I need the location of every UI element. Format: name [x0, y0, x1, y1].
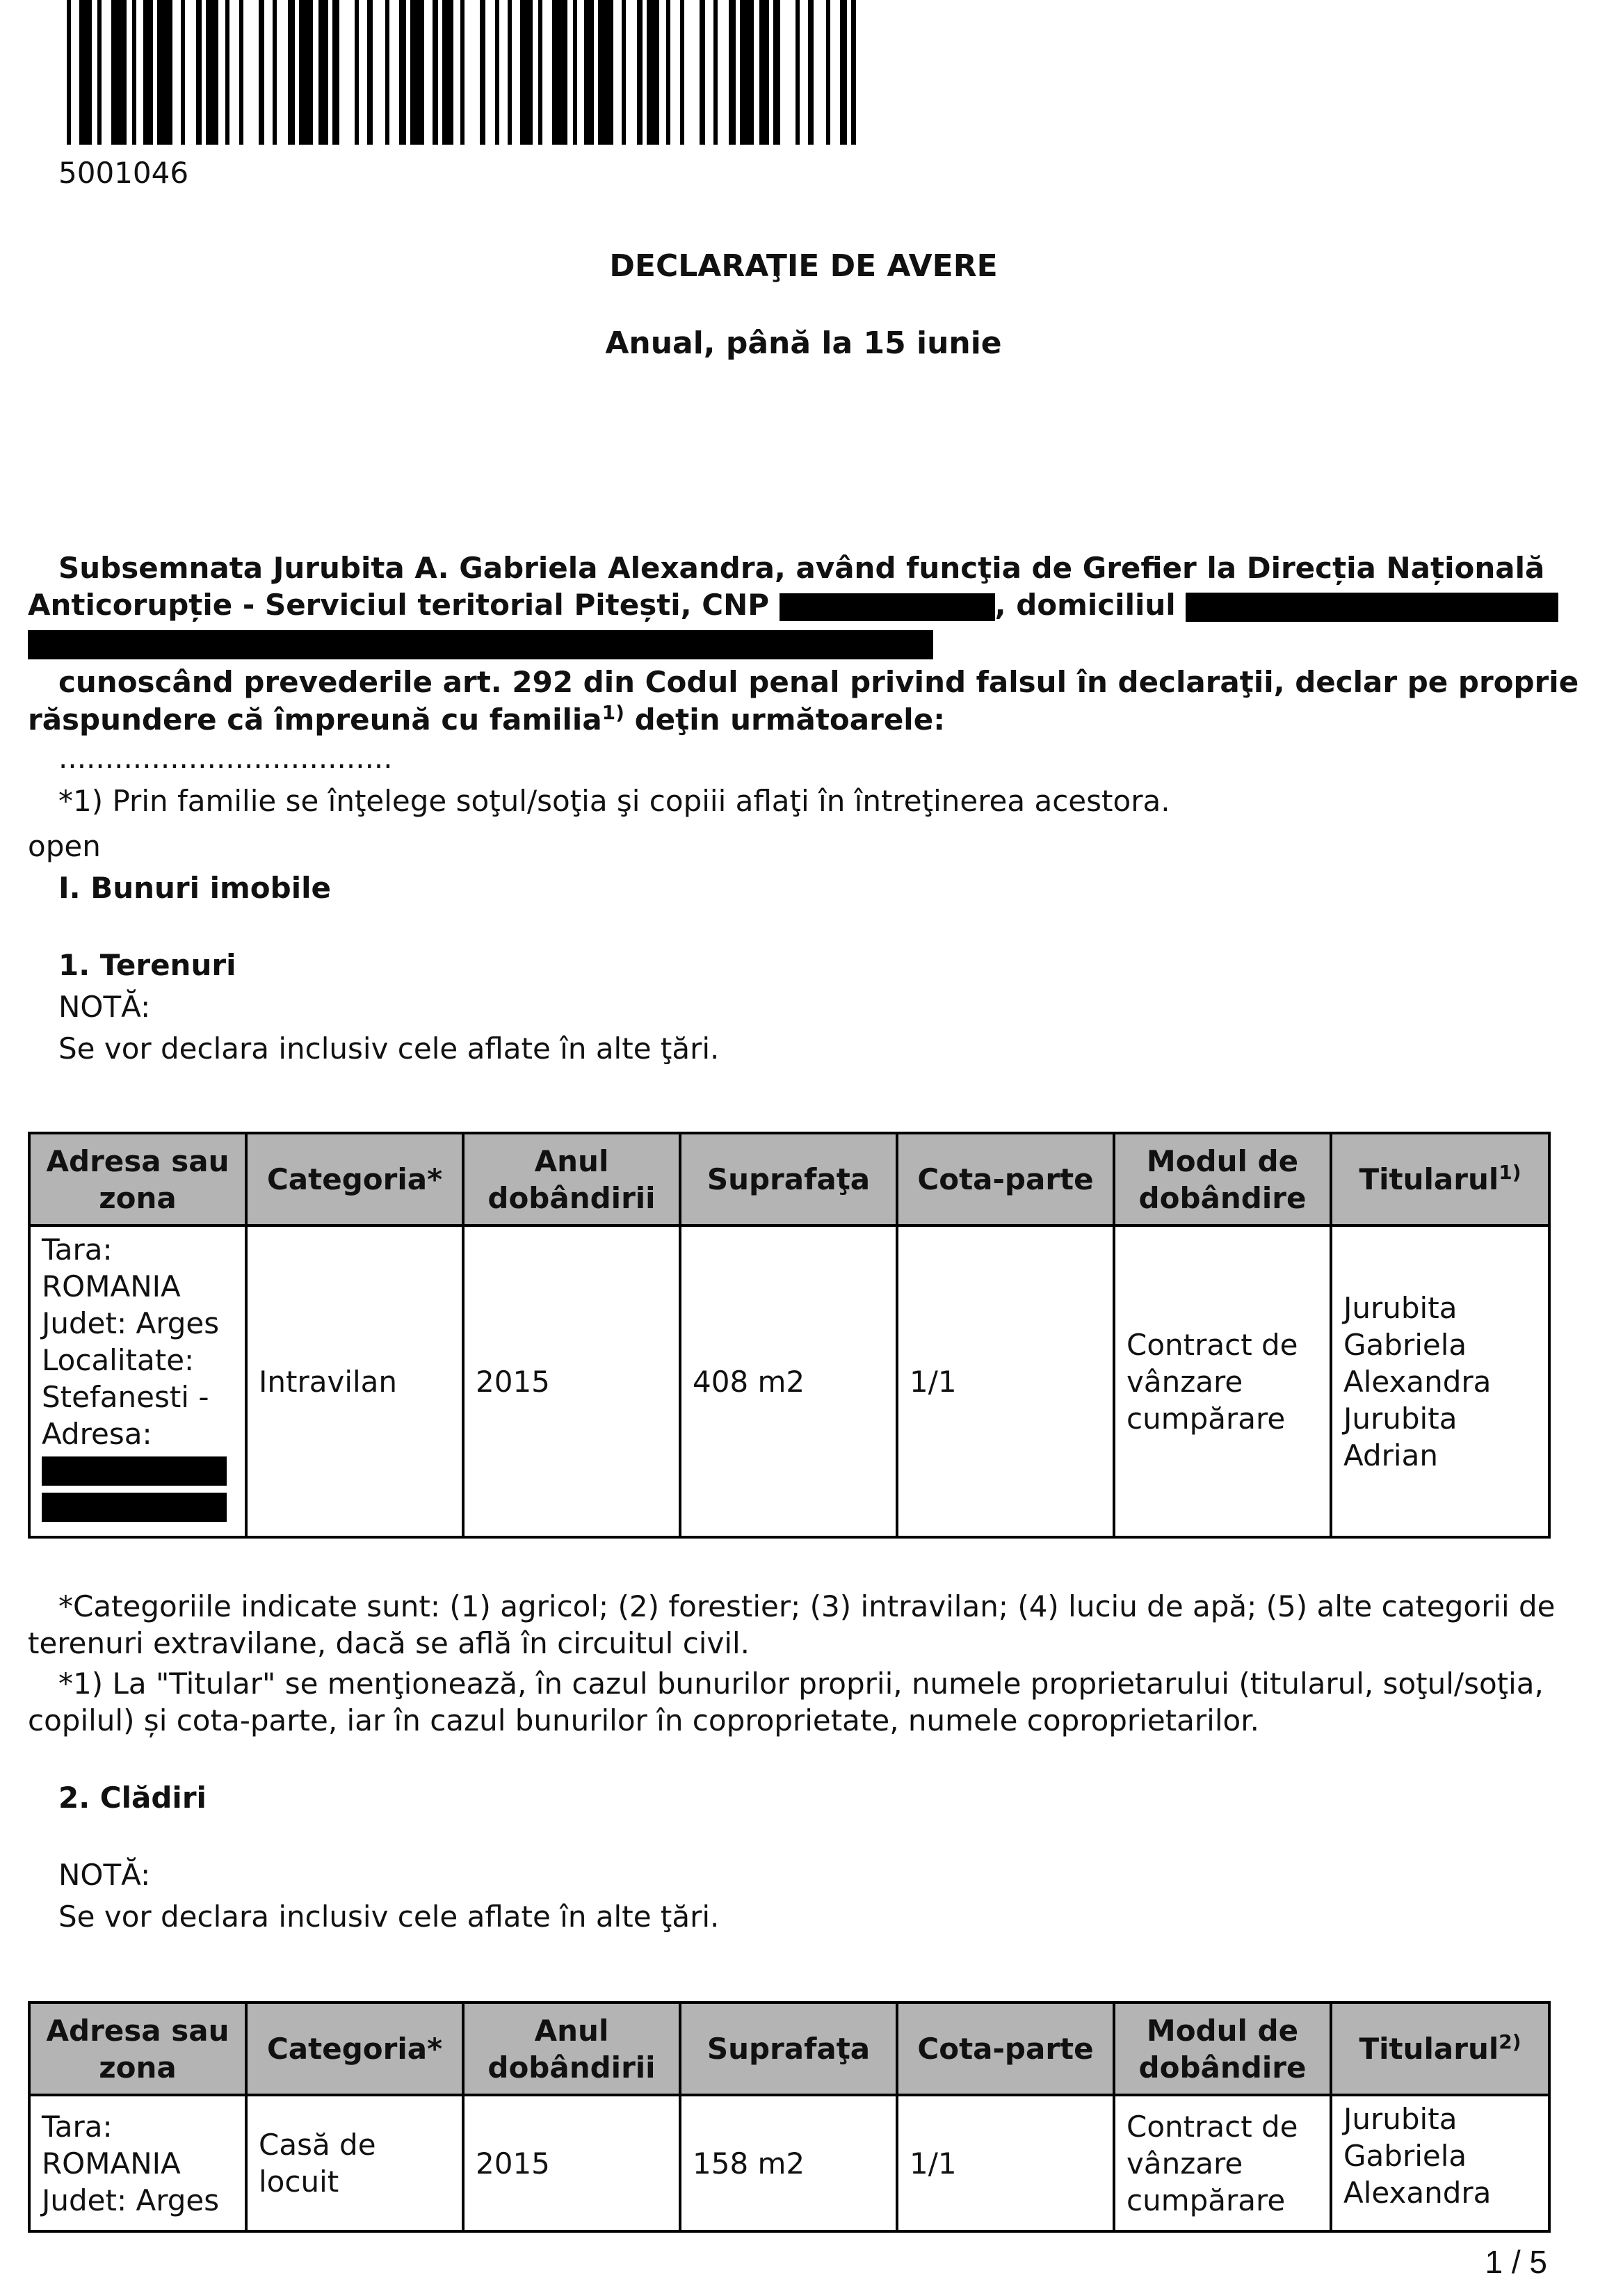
barcode-bar	[684, 0, 700, 145]
table-header-row	[29, 2002, 1549, 2095]
barcode-bar	[143, 0, 153, 145]
addr-line: ROMANIA	[42, 1269, 181, 1303]
page-number: 1 / 5	[1485, 2244, 1547, 2280]
cell-cota: 1/1	[897, 1226, 1114, 1537]
open-label: open	[28, 829, 101, 863]
categories-note-2: terenuri extravilane, dacă se află în circuitul civil.	[28, 1626, 750, 1660]
redacted-address-line	[28, 630, 933, 659]
document-code: 5001046	[58, 156, 189, 190]
barcode-bar	[111, 0, 127, 145]
barcode-bar	[243, 0, 259, 145]
barcode-bar	[613, 0, 622, 145]
barcode-bar	[567, 0, 573, 145]
barcode-bar	[453, 0, 460, 145]
categories-note-1: *Categoriile indicate sunt: (1) agricol; (2) forestier; (3) intravilan; (4) luciu de apă; (5) alte categorii de	[58, 1589, 1556, 1623]
barcode-bar	[359, 0, 367, 145]
header-anul: Anul dobândirii	[463, 1133, 680, 1226]
barcode-bar	[229, 0, 239, 145]
barcode-bar	[288, 0, 295, 145]
titular-line: Adrian	[1343, 1438, 1438, 1472]
header-titular-text: Titularul	[1359, 2032, 1499, 2066]
barcode-bar	[157, 0, 172, 145]
nota-text: Se vor declara inclusiv cele aflate în alte ţări.	[58, 1900, 720, 1934]
barcode-bar	[399, 0, 406, 145]
barcode-bar	[299, 0, 313, 145]
barcode-bar	[577, 0, 584, 145]
barcode-bar	[759, 0, 769, 145]
intro-line-2-domiciliu: , domiciliul	[994, 588, 1176, 622]
barcode-bar	[754, 0, 759, 145]
nota-label: NOTĂ:	[58, 990, 151, 1024]
document-title: DECLARAŢIE DE AVERE	[609, 248, 998, 284]
barcode-bar	[512, 0, 520, 145]
addr-line: Judet: Arges	[42, 2183, 220, 2217]
cell-titular	[1331, 1226, 1549, 1537]
barcode-bar	[718, 0, 729, 145]
redacted-cnp	[780, 593, 995, 621]
barcode-bar	[373, 0, 385, 145]
cell-suprafata: 158 m2	[680, 2095, 897, 2231]
modul-line: Contract de	[1126, 1327, 1298, 1362]
header-anul: Anul dobândirii	[463, 2002, 680, 2095]
titular-line: Alexandra	[1343, 2176, 1492, 2210]
addr-line: Judet: Arges	[42, 1306, 220, 1340]
table-row	[29, 2095, 1549, 2231]
categoria-line: locuit	[259, 2165, 339, 2199]
addr-line: Localitate:	[42, 1343, 195, 1377]
barcode-bar	[185, 0, 196, 145]
modul-line: Contract de	[1126, 2109, 1298, 2144]
barcode	[67, 0, 856, 145]
footnote-ref: 1)	[601, 701, 624, 724]
family-footnote: *1) Prin familie se înţelege soţul/soţia şi copiii aflaţi în întreţinerea acestora.	[58, 784, 1170, 818]
barcode-bar	[71, 0, 79, 145]
barcode-bar	[700, 0, 705, 145]
barcode-bar	[740, 0, 754, 145]
header-cota: Cota-parte	[897, 1133, 1114, 1226]
titular-line: Alexandra	[1343, 1364, 1492, 1399]
cell-suprafata: 408 m2	[680, 1226, 897, 1537]
cell-modul	[1114, 1226, 1331, 1537]
header-modul: Modul de dobândire	[1114, 2002, 1331, 2095]
intro-line-4-end: deţin următoarele:	[624, 703, 945, 737]
barcode-bar	[313, 0, 318, 145]
categoria-line: Casă de	[259, 2128, 376, 2162]
header-suprafata: Suprafaţa	[680, 2002, 897, 2095]
header-cota: Cota-parte	[897, 2002, 1114, 2095]
redacted-address	[1186, 593, 1558, 622]
barcode-bar	[670, 0, 680, 145]
redacted-address	[42, 1456, 227, 1486]
intro-line-1: Subsemnata Jurubita A. Gabriela Alexandra, având funcţia de Grefier la Direcția Națională	[58, 551, 1545, 585]
titular-line: Gabriela	[1343, 2139, 1467, 2173]
barcode-bar	[102, 0, 111, 145]
modul-line: cumpărare	[1126, 1401, 1286, 1436]
addr-line: Tara:	[42, 2109, 113, 2144]
barcode-bar	[851, 0, 856, 145]
barcode-bar	[442, 0, 453, 145]
barcode-bar	[79, 0, 92, 145]
header-suprafata: Suprafaţa	[680, 1133, 897, 1226]
barcode-bar	[705, 0, 713, 145]
modul-line: vânzare	[1126, 2146, 1243, 2181]
intro-line-4	[28, 701, 945, 738]
nota-label: NOTĂ:	[58, 1858, 151, 1892]
subsection-terenuri: 1. Terenuri	[58, 948, 236, 982]
barcode-bar	[259, 0, 264, 145]
barcode-bar	[647, 0, 659, 145]
redacted-address	[42, 1493, 227, 1522]
table-header-row	[29, 1133, 1549, 1226]
cell-adresa	[29, 2095, 246, 2231]
footnote-ref: 1)	[1499, 1161, 1521, 1184]
titular-note-1: *1) La "Titular" se menţionează, în cazul bunurilor proprii, numele proprietarului (titularul, soţul/soţia,	[58, 1667, 1544, 1701]
barcode-bar	[814, 0, 826, 145]
barcode-bar	[584, 0, 594, 145]
barcode-bar	[318, 0, 328, 145]
addr-line: Stefanesti -	[42, 1380, 209, 1414]
barcode-bar	[127, 0, 132, 145]
barcode-bar	[598, 0, 613, 145]
barcode-bar	[410, 0, 424, 145]
dotted-separator: ....................................	[58, 741, 393, 775]
intro-line-4-text: răspundere că împreună cu familia	[28, 703, 602, 737]
barcode-bar	[277, 0, 288, 145]
cell-modul	[1114, 2095, 1331, 2231]
barcode-bar	[465, 0, 480, 145]
modul-line: cumpărare	[1126, 2183, 1286, 2217]
intro-line-3: cunoscând prevederile art. 292 din Codul penal privind falsul în declaraţii, declar pe proprie	[58, 665, 1579, 699]
barcode-bar	[542, 0, 552, 145]
barcode-bar	[485, 0, 495, 145]
barcode-bar	[367, 0, 373, 145]
barcode-bar	[808, 0, 814, 145]
barcode-bar	[533, 0, 538, 145]
barcode-bar	[339, 0, 355, 145]
header-adresa: Adresa sau zona	[29, 1133, 246, 1226]
titular-line: Jurubita	[1343, 2102, 1457, 2136]
cell-titular	[1331, 2095, 1549, 2231]
barcode-bar	[830, 0, 840, 145]
barcode-bar	[773, 0, 780, 145]
table-row	[29, 1226, 1549, 1537]
cell-anul: 2015	[463, 1226, 680, 1537]
barcode-bar	[172, 0, 181, 145]
barcode-bar	[659, 0, 666, 145]
barcode-bar	[389, 0, 399, 145]
barcode-bar	[499, 0, 508, 145]
barcode-bar	[840, 0, 847, 145]
document-subtitle: Anual, până la 15 iunie	[605, 326, 1002, 361]
nota-text: Se vor declara inclusiv cele aflate în alte ţări.	[58, 1031, 720, 1066]
header-categoria: Categoria*	[246, 2002, 463, 2095]
cell-adresa	[29, 1226, 246, 1537]
cladiri-table	[28, 2001, 1551, 2233]
barcode-bar	[729, 0, 736, 145]
barcode-bar	[332, 0, 339, 145]
barcode-bar	[433, 0, 438, 145]
barcode-bar	[92, 0, 97, 145]
header-titular-text: Titularul	[1359, 1162, 1499, 1196]
addr-line: Adresa:	[42, 1417, 152, 1451]
barcode-bar	[626, 0, 637, 145]
header-modul: Modul de dobândire	[1114, 1133, 1331, 1226]
barcode-bar	[218, 0, 225, 145]
cell-categoria: Intravilan	[246, 1226, 463, 1537]
barcode-bar	[136, 0, 143, 145]
titular-note-2: copilul) și cota-parte, iar în cazul bunurilor în coproprietate, numele coproprietarilor.	[28, 1703, 1259, 1737]
header-adresa: Adresa sau zona	[29, 2002, 246, 2095]
intro-line-2-text: Anticorupție - Serviciul teritorial Pitești, CNP	[28, 588, 769, 622]
addr-line: ROMANIA	[42, 2146, 181, 2181]
barcode-bar	[480, 0, 485, 145]
barcode-bar	[196, 0, 202, 145]
cell-categoria	[246, 2095, 463, 2231]
barcode-bar	[552, 0, 567, 145]
intro-line-2	[28, 586, 1558, 623]
barcode-bar	[206, 0, 218, 145]
titular-line: Gabriela	[1343, 1327, 1467, 1362]
footnote-ref: 2)	[1499, 2030, 1521, 2053]
cell-cota: 1/1	[897, 2095, 1114, 2231]
barcode-bar	[780, 0, 796, 145]
header-titular	[1331, 1133, 1549, 1226]
barcode-bar	[800, 0, 808, 145]
header-titular	[1331, 2002, 1549, 2095]
header-categoria: Categoria*	[246, 1133, 463, 1226]
modul-line: vânzare	[1126, 1364, 1243, 1399]
titular-line: Jurubita	[1343, 1290, 1457, 1325]
addr-line: Tara:	[42, 1233, 113, 1267]
barcode-bar	[637, 0, 643, 145]
barcode-bar	[424, 0, 433, 145]
subsection-cladiri: 2. Clădiri	[58, 1781, 207, 1815]
barcode-bar	[520, 0, 533, 145]
cell-anul: 2015	[463, 2095, 680, 2231]
section-title: I. Bunuri imobile	[58, 871, 332, 905]
titular-line: Jurubita	[1343, 1401, 1457, 1436]
barcode-bar	[264, 0, 273, 145]
terenuri-table	[28, 1132, 1551, 1539]
